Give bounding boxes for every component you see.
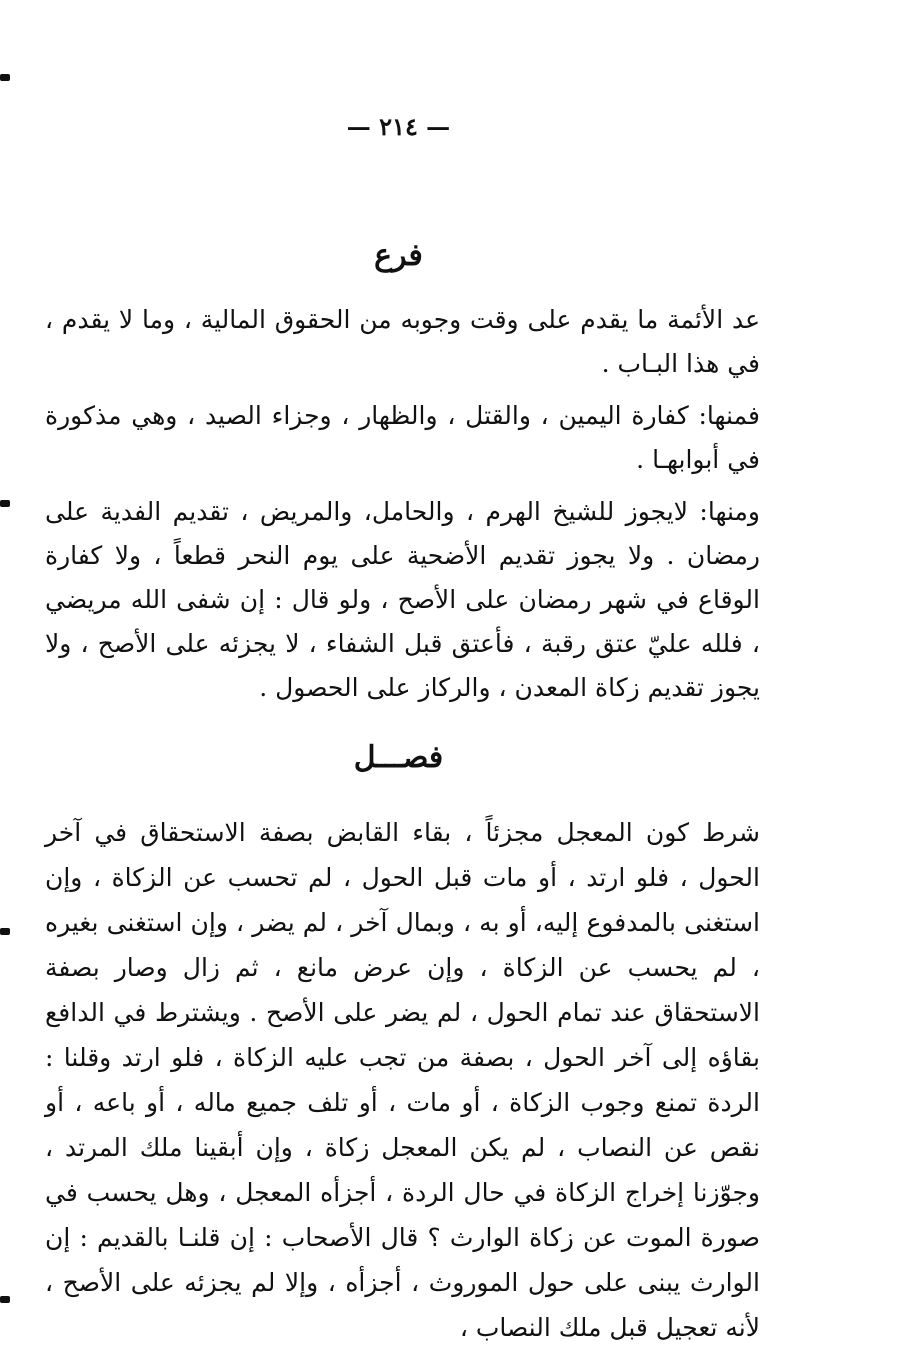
page-number: — ٢١٤ — (346, 112, 451, 141)
section-heading: فرع (374, 238, 423, 273)
section-body (45, 810, 760, 1350)
margin-mark (0, 500, 10, 507)
section-heading: فصـــل (353, 740, 444, 775)
margin-mark (0, 1296, 10, 1303)
paragraph: عد الأئمة ما يقدم على وقت وجوبه من الحقوق المالية ، وما لا يقدم ، في هذا البـاب . (45, 305, 760, 378)
margin-mark (0, 928, 10, 935)
section-body (45, 298, 760, 710)
margin-mark (0, 74, 10, 81)
paragraph: شرط كون المعجل مجزئاً ، بقاء القابض بصفة الاستحقاق في آخر الحول ، فلو ارتد ، أو مات قبل الحول ، لم تحسب عن الزكاة ، وإن استغنى بالمدفوع إليه، أو به ، وبمال آخر ، لم يضر ، وإن استغنى بغيره ، لم يحسب عن الزكاة ، وإن عرض مانع ، ثم زال وصار بصفة الاستحقاق عند تمام الحول ، لم يضر على الأصح . ويشترط في الدافع بقاؤه إلى آخر الحول ، بصفة من تجب عليه الزكاة ، فلو ارتد وقلنا : الردة تمنع وجوب الزكاة ، أو مات ، أو تلف جميع ماله ، أو باعه ، أو نقص عن النصاب ، لم يكن المعجل زكاة ، وإن أبقينا ملك المرتد ، وجوّزنا إخراج الزكاة في حال الردة ، أجزأه المعجل ، وهل يحسب في صورة الموت عن زكاة الوارث ؟ قال الأصحاب : إن قلنـا بالقديم : إن الوارث يبنى على حول الموروث ، أجزأه ، وإلا لم يجزئه على الأصح ، لأنه تعجيل قبل ملك النصاب ، (45, 818, 760, 1342)
paragraph: فمنها: كفارة اليمين ، والقتل ، والظهار ، وجزاء الصيد ، وهي مذكورة في أبوابهـا . (45, 401, 760, 474)
paragraph: ومنها: لايجوز للشيخ الهرم ، والحامل، والمريض ، تقديم الفدية على رمضان . ولا يجوز تقديم الأضحية على يوم النحر قطعاً ، ولا كفارة الوقاع في شهر رمضان على الأصح ، ولو قال : إن شفى الله مريضي ، فلله عليّ عتق رقبة ، فأعتق قبل الشفاء ، لا يجزئه على الأصح ، ولا يجوز تقديم زكاة المعدن ، والركاز على الحصول . (45, 497, 760, 702)
